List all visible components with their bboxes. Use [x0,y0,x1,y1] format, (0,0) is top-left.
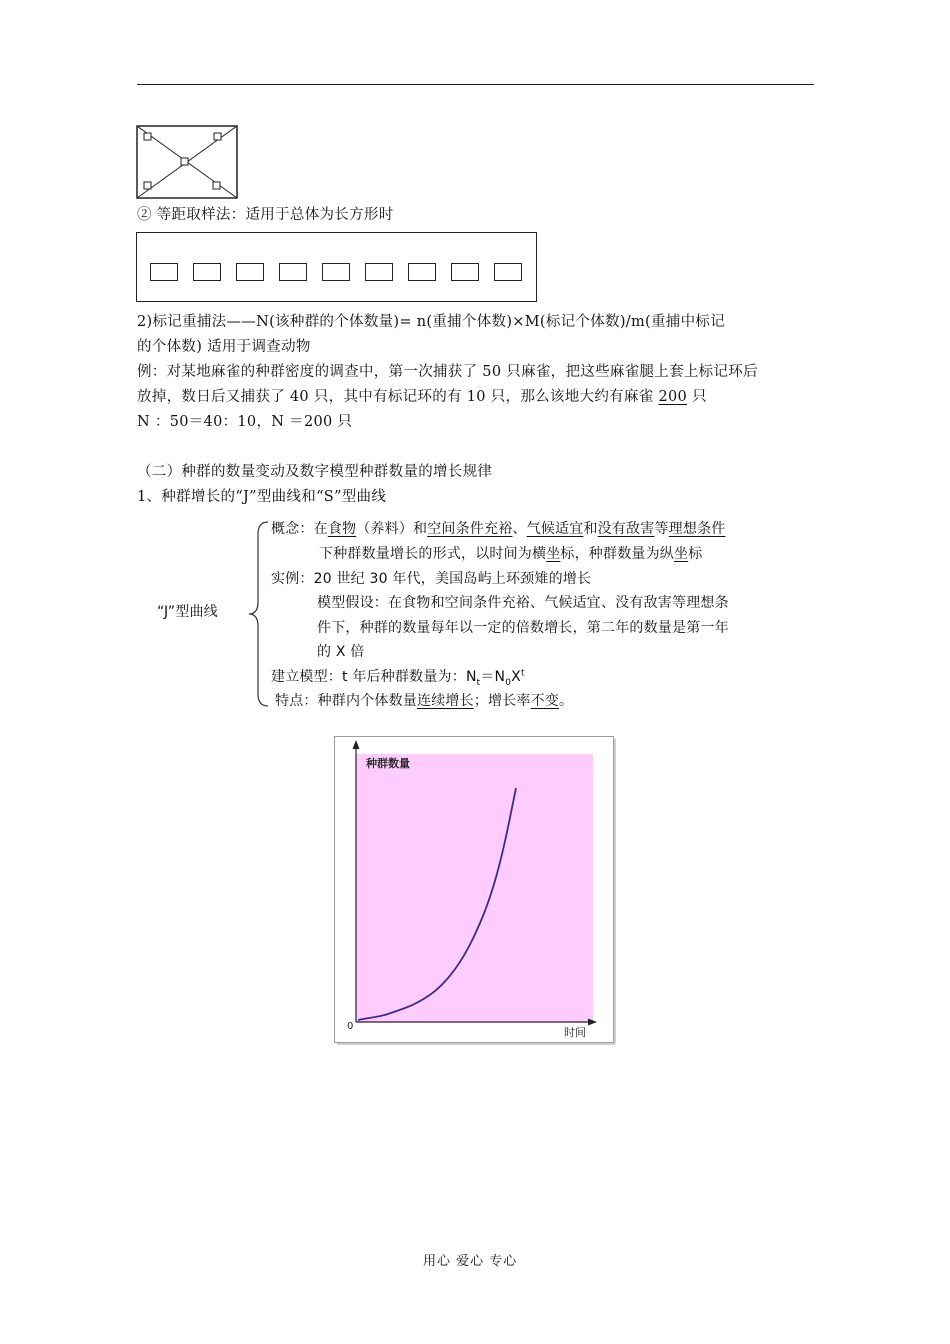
assumption-line-3: 的 X 倍 [317,644,365,660]
concept-food: 食物 [327,521,357,537]
concept-and: 和 [583,521,598,537]
assumption-line-1: 模型假设：在食物和空间条件充裕、气候适宜、没有敌害等理想条 [317,595,729,611]
concept-space: 空间条件 [427,521,485,537]
concept-coord: 坐 [546,546,561,562]
concept-line-2-suffix: 标 [688,546,703,562]
model-x: X [511,669,521,685]
y-axis-label: 种群数量 [366,757,410,770]
concept-food-paren: （养料）和 [356,521,428,537]
concept-line-2-prefix: 下种群数量增长的形式，以时间为横 [319,546,547,562]
footer-motto: 用心 爱心 专心 [423,1254,518,1269]
sample-square [451,263,479,281]
model-line [271,666,525,688]
plot-area [356,754,593,1022]
concept-line-1 [271,518,725,538]
feature-prefix: 特点：种群内个体数量 [275,693,417,709]
j-curve-label: “J”型曲线 [157,604,218,620]
model-sup: t [520,668,525,679]
model-eq: ＝N [480,669,506,685]
origin-label: 0 [347,1021,354,1032]
sample-square [494,263,522,281]
sample-square [408,263,436,281]
sample-square [193,263,221,281]
concept-coord-2: 坐 [674,546,689,562]
concept-etc: 等 [654,521,669,537]
concept-no-enemy: 没有敌害 [597,521,655,537]
equidistant-sampling-label: ② 等距取样法：适用于总体为长方形时 [137,207,394,223]
feature-end: 。 [559,693,574,709]
example-text-2 [137,387,707,407]
sample-square [322,263,350,281]
sample-square [150,263,178,281]
feature-unchanged: 不变 [530,693,560,709]
example-text-2-prefix: 放掉，数日后又捕获了 40 只，其中有标记环的有 10 只，那么该地大约有麻雀 [137,389,659,405]
section-heading: （二）种群的数量变动及数字模型种群数量的增长规律 [137,464,493,480]
j-curve-chart [334,736,616,1046]
sample-square [279,263,307,281]
concept-line-2-mid: 标，种群数量为纵 [560,546,675,562]
curly-brace [244,518,270,708]
concept-sep: 、 [512,521,527,537]
feature-mid: ；增长率 [473,693,531,709]
sample-square [365,263,393,281]
concept-line-2 [319,543,702,563]
example-line: 实例：20 世纪 30 年代，美国岛屿上环颈雉的增长 [271,571,592,587]
feature-line [275,690,573,710]
model-prefix: 建立模型：t 年后种群数量为：N [271,669,477,685]
model-sub: t [476,677,481,688]
mark-recapture-usage: 的个体数) 适用于调查动物 [137,339,311,355]
concept-climate: 气候适宜 [526,521,584,537]
section-subheading: 1、种群增长的“J”型曲线和“S”型曲线 [137,489,387,505]
example-text-2-suffix: 只 [687,389,707,405]
concept-ideal: 理想条件 [668,521,726,537]
sample-square [236,263,264,281]
model-sub2: 0 [505,677,512,688]
concept-ample: 充裕 [484,521,513,537]
assumption-line-2: 件下，种群的数量每年以一定的倍数增长，第二年的数量是第一年 [317,620,729,636]
concept-prefix: 概念：在 [271,521,328,537]
five-point-sampling-diagram [136,125,238,200]
mark-recapture-formula: 2)标记重捕法——N(该种群的个体数量)= n(重捕个体数)×M(标记个体数)/m(重捕中标记 [137,314,725,330]
header-rule [137,84,814,85]
example-calculation: N ：50＝40：10，N ＝200 只 [137,414,353,430]
example-answer: 200 [658,389,688,405]
example-text-1: 例：对某地麻雀的种群密度的调查中，第一次捕获了 50 只麻雀，把这些麻雀腿上套上标记环后 [137,364,758,380]
equidistant-sampling-diagram [136,232,537,302]
feature-continuous: 连续增长 [417,693,474,709]
x-axis-label: 时间 [564,1026,586,1039]
